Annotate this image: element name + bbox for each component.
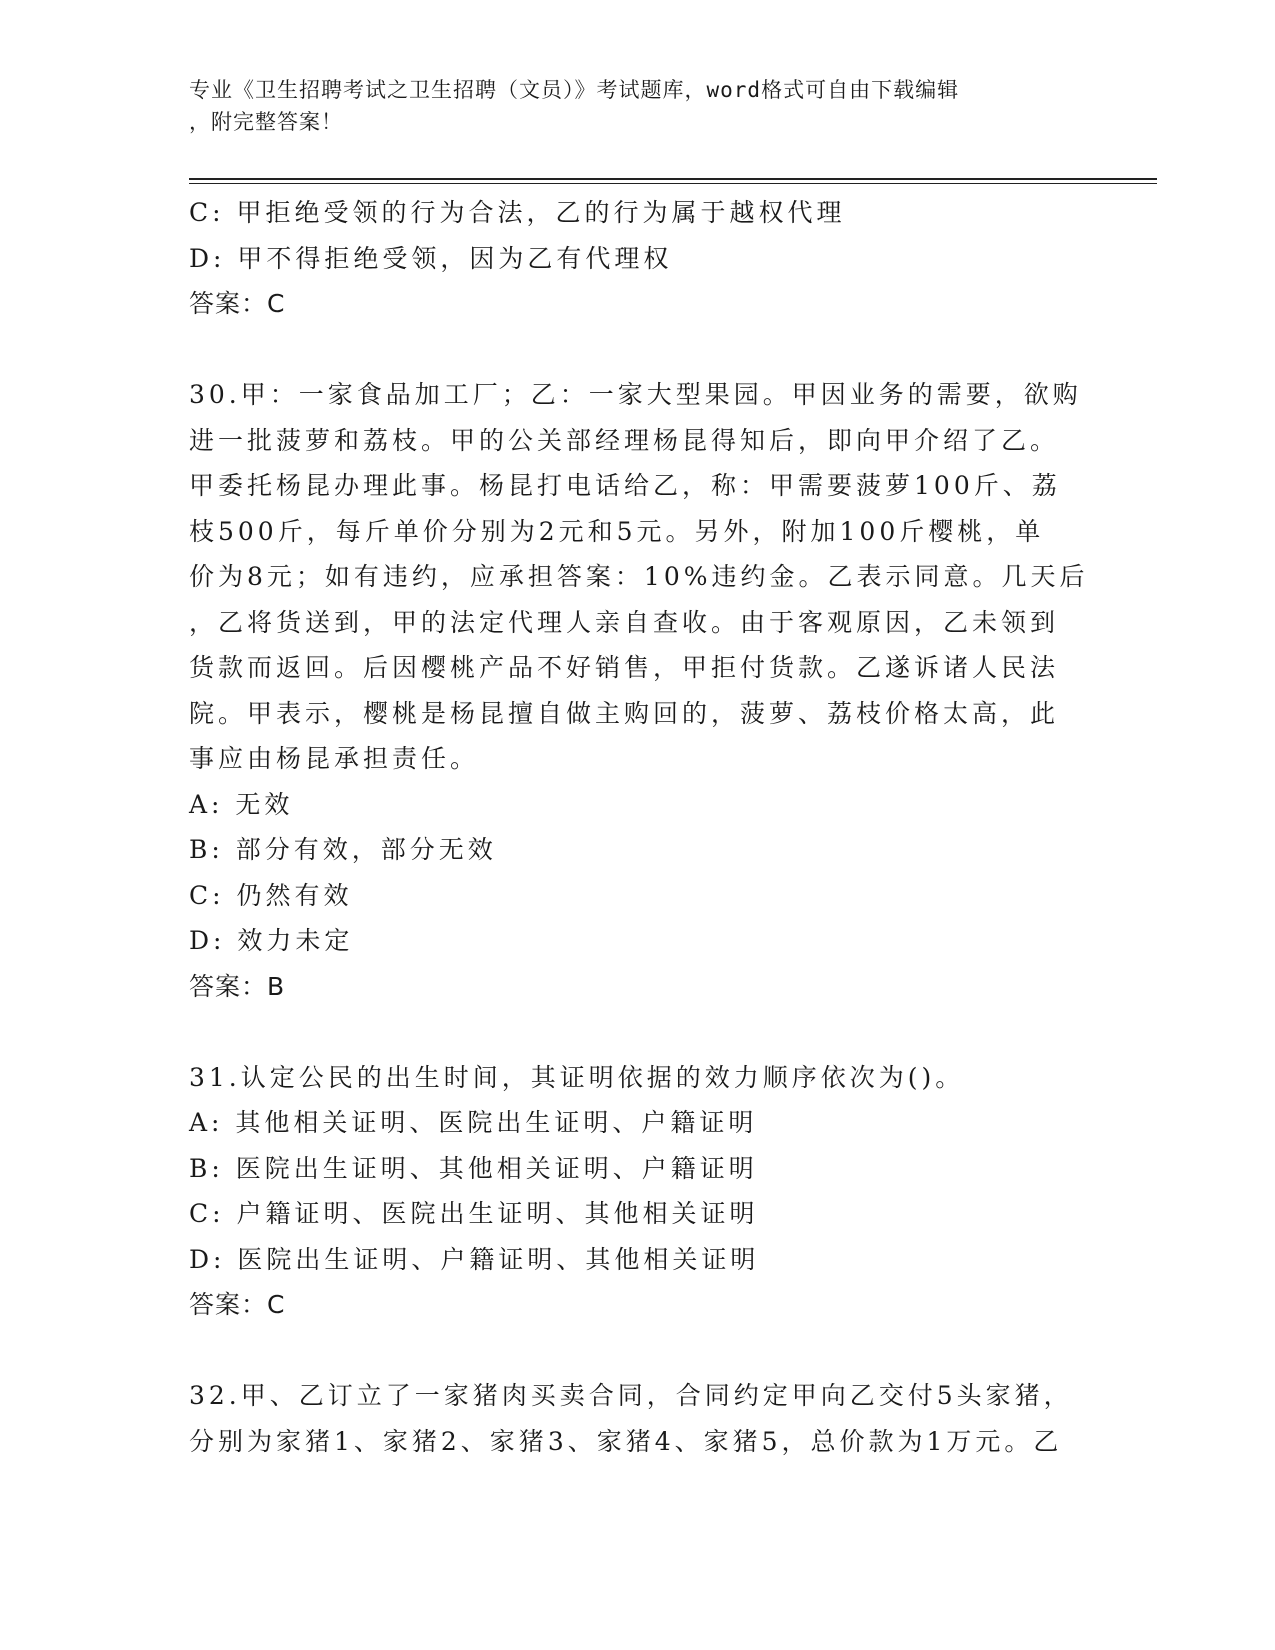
q30-stem-line: 甲委托杨昆办理此事。杨昆打电话给乙，称：甲需要菠萝100斤、荔	[189, 471, 1061, 500]
q30-stem-line: 院。甲表示，樱桃是杨昆擅自做主购回的，菠萝、荔枝价格太高，此	[189, 698, 1060, 728]
q30-option-a: A: 无效	[189, 789, 294, 819]
q31-option-b: B: 医院出生证明、其他相关证明、户籍证明	[189, 1153, 758, 1183]
header-line-1: 专业《卫生招聘考试之卫生招聘（文员）》考试题库，word格式可自由下载编辑	[189, 78, 960, 102]
q29-option-c: C: 甲拒绝受领的行为合法，乙的行为属于越权代理	[189, 198, 846, 227]
q30-stem-line: 枝500斤，每斤单价分别为2元和5元。另外，附加100斤樱桃，单	[189, 516, 1045, 546]
q30-stem-line: 货款而返回。后因樱桃产品不好销售，甲拒付货款。乙遂诉诸人民法	[189, 653, 1060, 682]
q29-answer: 答案：C	[189, 289, 286, 318]
q30-answer: 答案：B	[189, 971, 286, 1001]
spacer	[189, 327, 1089, 373]
spacer	[189, 1328, 1089, 1374]
q30-stem-line: 进一批菠萝和荔枝。甲的公关部经理杨昆得知后，即向甲介绍了乙。	[189, 425, 1060, 455]
q31-option-d: D: 医院出生证明、户籍证明、其他相关证明	[189, 1244, 760, 1274]
q30-option-b: B: 部分有效，部分无效	[189, 835, 497, 864]
header-line-2: ，附完整答案！	[189, 110, 343, 134]
q30-stem-line: 价为8元；如有违约，应承担答案：10%违约金。乙表示同意。几天后	[189, 562, 1089, 591]
q32-stem-line: 32.甲、乙订立了一家猪肉买卖合同，合同约定甲向乙交付5头家猪，	[189, 1381, 1073, 1410]
q31-option-c: C: 户籍证明、医院出生证明、其他相关证明	[189, 1199, 759, 1228]
header-divider-thick	[189, 178, 1157, 180]
q31-answer: 答案：C	[189, 1290, 286, 1319]
spacer	[189, 1009, 1089, 1055]
q32-stem-line: 分别为家猪1、家猪2、家猪3、家猪4、家猪5，总价款为1万元。乙	[189, 1426, 1063, 1456]
q29-option-d: D: 甲不得拒绝受领，因为乙有代理权	[189, 243, 673, 273]
q30-stem-line: 事应由杨昆承担责任。	[189, 744, 480, 773]
q30-stem-line: 30.甲：一家食品加工厂；乙：一家大型果园。甲因业务的需要，欲购	[189, 380, 1082, 409]
q30-stem-line: ，乙将货送到，甲的法定代理人亲自查收。由于客观原因，乙未领到	[189, 607, 1060, 637]
header-divider-thin	[189, 183, 1157, 184]
q31-option-a: A: 其他相关证明、医院出生证明、户籍证明	[189, 1108, 758, 1137]
q30-option-d: D: 效力未定	[189, 926, 354, 955]
question-content	[189, 190, 1089, 1464]
q31-stem: 31.认定公民的出生时间，其证明依据的效力顺序依次为()。	[189, 1062, 965, 1092]
q30-option-c: C: 仍然有效	[189, 880, 353, 910]
document-header	[189, 74, 1089, 138]
